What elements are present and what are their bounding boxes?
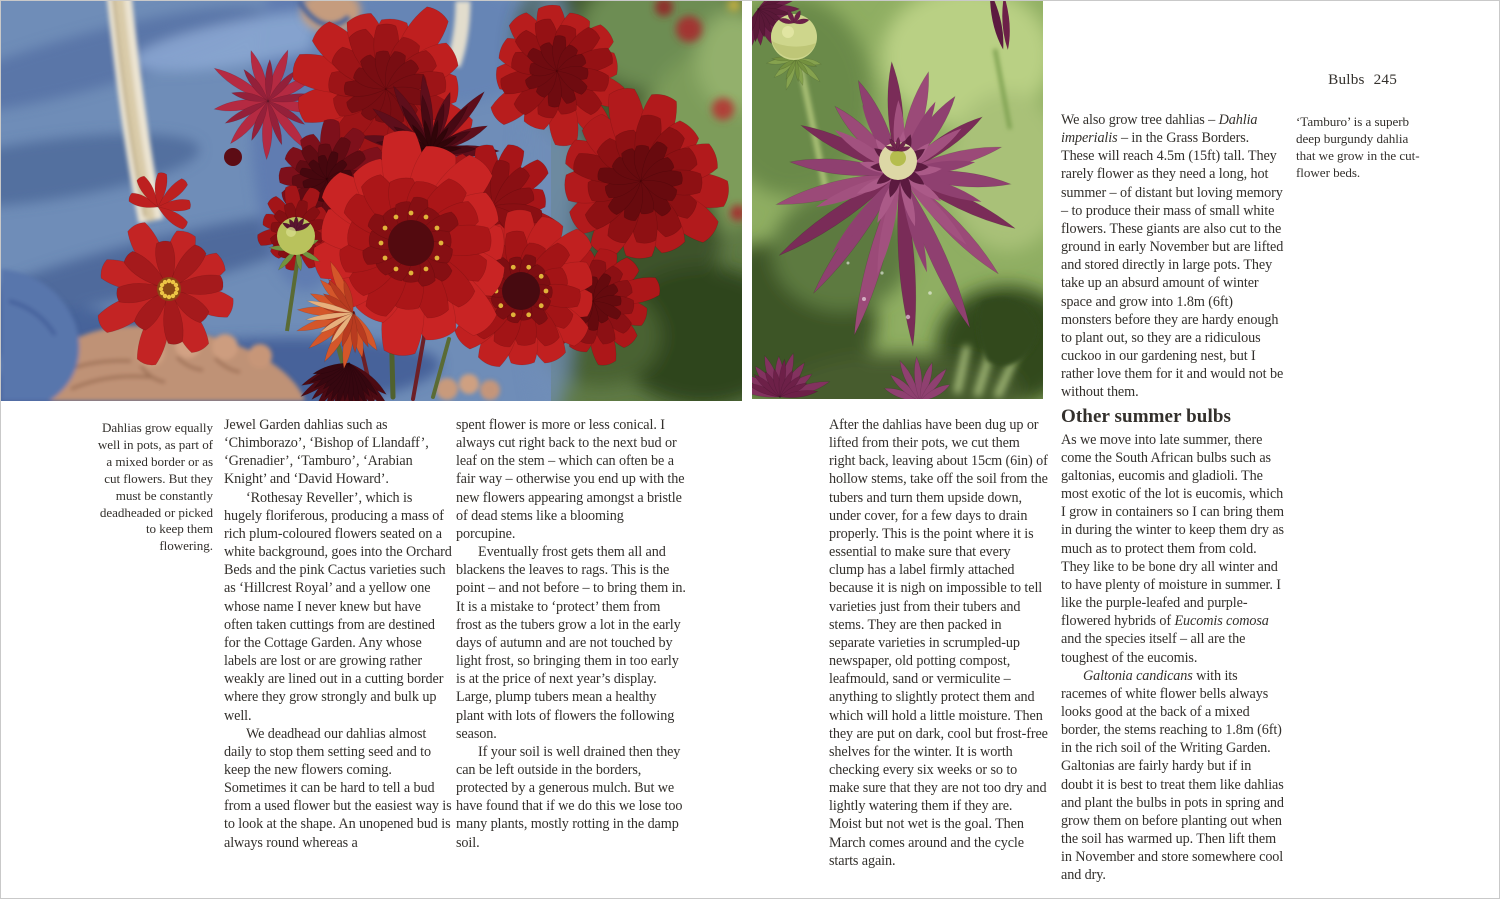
section-heading: Other summer bulbs	[1061, 405, 1232, 427]
paragraph: Eventually frost gets them all and blackens the leaves to rags. This is the point – and not before – to bring them in. It is a mistake to ‘protect’ them from frost as the tubers grow a lot in the early days of autumn and are not touched by light frost, so bringing them in too early is at the price of next year’s display. Large, plump tubers mean a healthy plant with lots of flowers the following season.	[456, 544, 686, 742]
purple-dahlia-illustration	[752, 1, 1043, 399]
paragraph: Jewel Garden dahlias such as ‘Chimborazo’, ‘Bishop of Llandaff’, ‘Grenadier’, ‘Tamburo’, ‘Arabian Knight’ and ‘David Howard’.	[224, 417, 429, 488]
photo-purple-dahlia	[752, 1, 1043, 399]
running-header-section: Bulbs	[1328, 71, 1365, 88]
photo-red-dahlia-bouquet	[1, 1, 742, 401]
running-header	[1217, 71, 1397, 89]
text-column-2	[456, 416, 686, 852]
red-dahlia-bouquet-illustration	[1, 1, 742, 401]
paragraph: Galtonia candicans with its racemes of white flower bells always looks good at the back of a mixed border, the stems reaching to 1.8m (6ft) in the rich soil of the Writing Garden. Galtonias are fairly hardy but if in doubt it is best to treat them like dahlias and plant the bulbs in pots in spring and grow them on before planting out when the soil has warmed up. Then lift them in November and store somewhere cool and dry.	[1061, 667, 1284, 884]
paragraph: We deadhead our dahlias almost daily to stop them setting seed and to keep the new flowers coming. Sometimes it can be hard to tell a bud from a used flower but the easiest way is to look at the shape. An unopened bud is always round whereas a	[224, 725, 452, 851]
text-column-4	[1061, 111, 1284, 885]
text-column-1	[224, 416, 453, 852]
text-column-3	[829, 416, 1048, 870]
paragraph: After the dahlias have been dug up or lifted from their pots, we cut them right back, leaving about 15cm (6in) of hollow stems, take off the soil from the tubers and turn them upside down, under cover, for a few days to drain properly. This is the point where it is essential to make sure that every clump has a label firmly attached because it is nigh on impossible to tell varieties just from their tubers and stems. They are then packed in separate varieties in scrumpled-up newspaper, old potting compost, leafmould, sand or vermiculite – anything to slightly protect them and which will hold a little moisture. Then they are put on dark, cool but frost-free shelves for the winter. It is worth checking every six weeks or so to make sure that they are not too dry and lightly watering them if they are. Moist but not wet is the goal. Then March comes around and the cycle starts again.	[829, 417, 1048, 869]
caption-left-photo: Dahlias grow equally well in pots, as part of a mixed border or as cut flowers. But they must be constantly deadheaded or picked to keep them flowering.	[97, 420, 213, 554]
paragraph: ‘Rothesay Reveller’, which is hugely floriferous, producing a mass of rich plum-coloured flowers seated on a white background, goes into the Orchard Beds and the pink Cactus varieties such as ‘Hillcrest Royal’ and a yellow one whose name I never knew but have often taken cuttings from are destined for the Cottage Garden. Any whose labels are lost or are growing rather weakly are lined out in a cutting border where they grow strongly and bulk up well.	[224, 489, 452, 724]
paragraph: We also grow tree dahlias – Dahlia imperialis – in the Grass Borders. These will reach 4.5m (15ft) tall. They rarely flower as they need a long, hot summer – of distant but loving memory – to produce their mass of small white flowers. These giants are also cut to the ground in early November but are lifted and stored directly in large pots. They take up an absurd amount of winter space and grow into 1.8m (6ft) monsters before they are hardy enough to plant out, so they are a ridiculous cuckoo in our gardening nest, but I rather love them for it and would not be without them.	[1061, 112, 1284, 401]
paragraph: spent flower is more or less conical. I always cut right back to the next bud or leaf on the stem – which can often be a fair way – otherwise you end up with the new flowers appearing amongst a bristle of dead stems like a blooming porcupine.	[456, 417, 685, 542]
page-number: 245	[1373, 71, 1397, 88]
caption-right-photo: ‘Tamburo’ is a superb deep burgundy dahlia that we grow in the cut-flower beds.	[1296, 114, 1420, 180]
paragraph: If your soil is well drained then they can be left outside in the borders, protected by a generous mulch. But we have found that if we do this we lose too many plants, mostly rotting in the damp soil.	[456, 743, 683, 851]
paragraph: As we move into late summer, there come the South African bulbs such as galtonias, eucomis and gladioli. The most exotic of the lot is eucomis, which I grow in containers so I can bring them in during the winter to keep them dry as much as to protect them from cold. They like to be bone dry all winter and to have plenty of moisture in summer. I like the purple-leafed and purple-flowered hybrids of Eucomis comosa and the species itself – all are the toughest of the eucomis.	[1061, 431, 1284, 666]
